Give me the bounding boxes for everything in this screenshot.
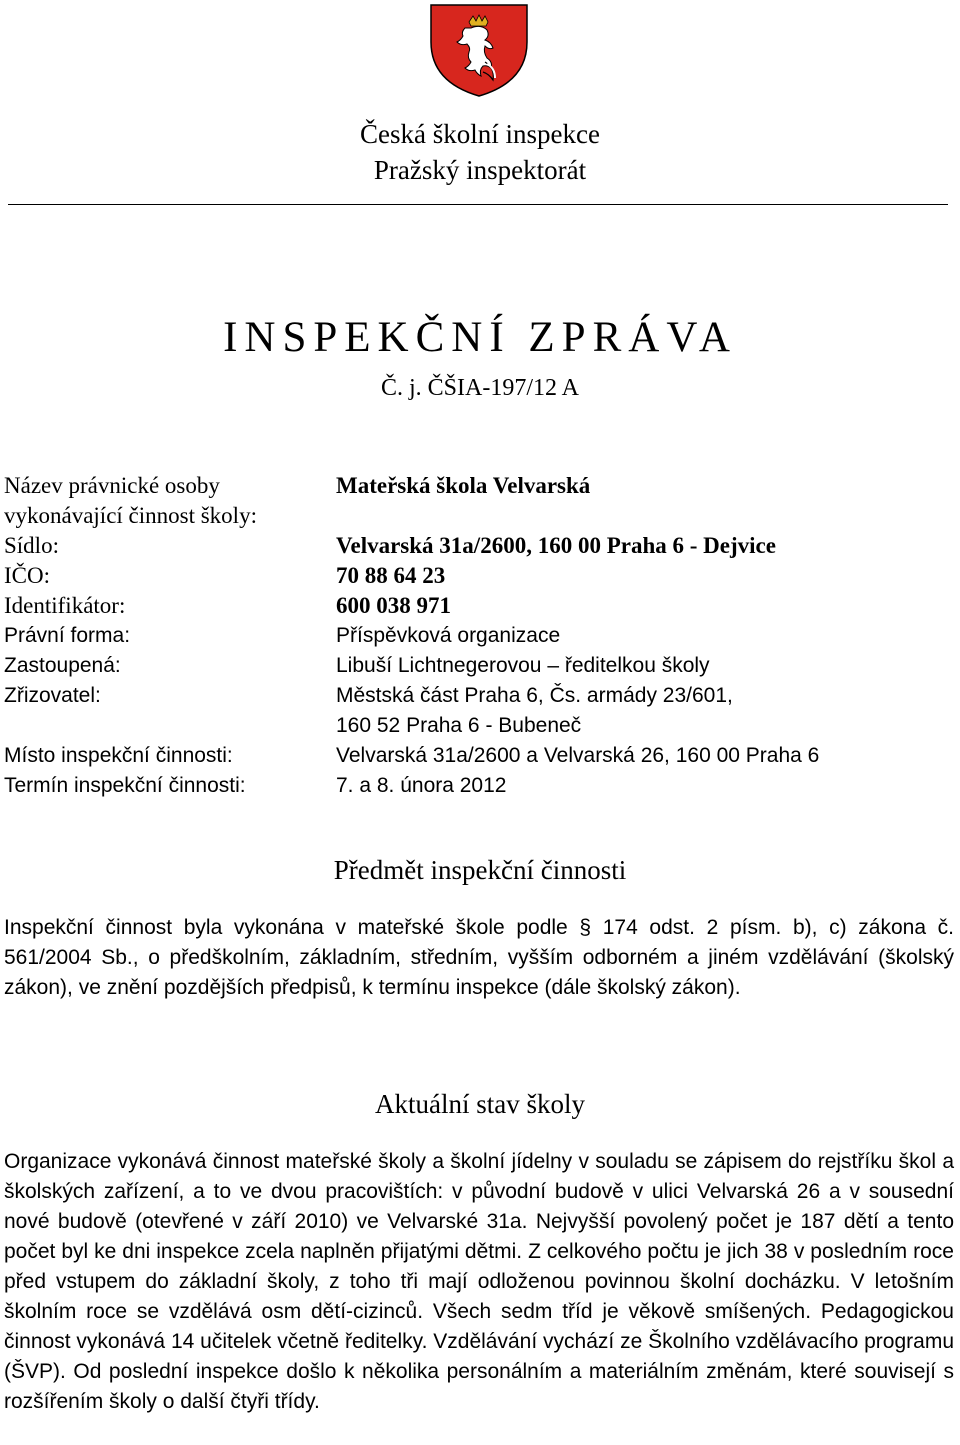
identifier-label: Identifikátor: — [4, 593, 126, 618]
report-title: INSPEKČNÍ ZPRÁVA — [223, 314, 737, 361]
ico-value: 70 88 64 23 — [336, 563, 446, 588]
institution-department: Pražský inspektorát — [373, 155, 587, 185]
subject-heading: Předmět inspekční činnosti — [333, 855, 627, 885]
term-value: 7. a 8. února 2012 — [336, 774, 507, 797]
place-value: Velvarská 31a/2600 a Velvarská 26, 160 00 Praha 6 — [336, 744, 820, 767]
represented-label: Zastoupená: — [4, 654, 121, 677]
header-divider — [8, 204, 948, 205]
subject-paragraph: Inspekční činnost byla vykonána v mateřské škole podle § 174 odst. 2 písm. b), c) zákona č. 561/2004 Sb., o předškolním, základním, středním, vyšším odborném a jiném vzdělávání (školský zákon), ve znění pozdějších předpisů, k termínu inspekce (dále školský zákon). — [4, 916, 954, 999]
represented-value: Libuší Lichtnegerovou – ředitelkou školy — [336, 654, 710, 677]
coat-of-arms-icon — [425, 2, 533, 98]
name-value: Mateřská škola Velvarská — [336, 473, 591, 498]
place-label: Místo inspekční činnosti: — [4, 744, 233, 767]
ico-label: IČO: — [4, 563, 50, 588]
legal-form-value: Příspěvková organizace — [336, 624, 561, 647]
institution-name: Česká školní inspekce — [360, 119, 600, 149]
founder-label: Zřizovatel: — [4, 684, 101, 707]
state-heading: Aktuální stav školy — [375, 1089, 585, 1119]
identifier-value: 600 038 971 — [336, 593, 451, 618]
term-label: Termín inspekční činnosti: — [4, 774, 246, 797]
founder-value-line2: 160 52 Praha 6 - Bubeneč — [336, 714, 582, 737]
name-label-line1: Název právnické osoby — [4, 473, 220, 498]
legal-form-label: Právní forma: — [4, 624, 131, 647]
founder-value-line1: Městská část Praha 6, Čs. armády 23/601, — [336, 684, 733, 707]
report-number: Č. j. ČŠIA-197/12 A — [380, 375, 580, 401]
state-paragraph: Organizace vykonává činnost mateřské školy a školní jídelny v souladu se zápisem do rejstříku škol a školských zařízení, a to ve dvou pracovištích: v původní budově v ulici Velvarská 26 a v sousední nové budově (otevřené v září 2010) ve Velvarské 31a. Nejvyšší povolený počet je 187 dětí a tento počet byl ke dni inspekce zcela naplněn přijatými dětmi. Z celkového počtu je jich 38 v posledním roce před vstupem do základní školy, z toho tři mají odloženou povinnou školní docházku. V letošním školním roce se vzdělává osm dětí-cizinců. Všech sedm tříd je věkově smíšených. Pedagogickou činnost vykonává 14 učitelek včetně ředitelky. Vzdělávání vychází ze Školního vzdělávacího programu (ŠVP). Od poslední inspekce došlo k několika personálním a materiálním změnám, které souvisejí s rozšířením školy o další čtyři třídy. — [4, 1150, 954, 1413]
seat-label: Sídlo: — [4, 533, 59, 558]
seat-value: Velvarská 31a/2600, 160 00 Praha 6 - Dejvice — [336, 533, 776, 558]
name-label-line2: vykonávající činnost školy: — [4, 503, 257, 528]
